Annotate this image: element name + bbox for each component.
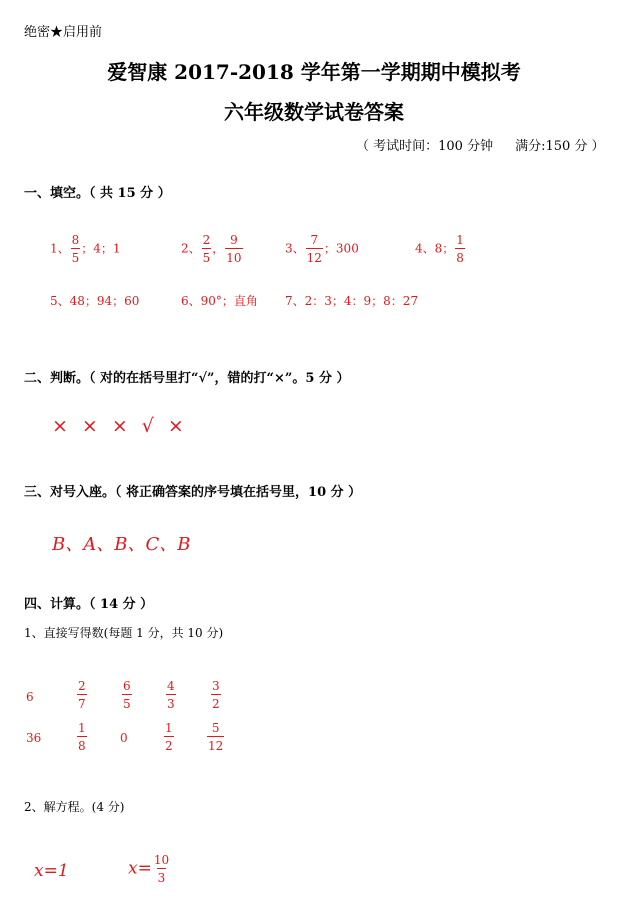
q4-prefix: 4、8； xyxy=(415,241,455,256)
confidential-label: 绝密★启用前 xyxy=(24,25,103,40)
calc-r1-b xyxy=(76,680,88,710)
fraction-denominator: 5 xyxy=(122,694,132,710)
eq2-fraction xyxy=(153,854,170,884)
fraction-denominator: 8 xyxy=(77,736,87,752)
mark-2: × xyxy=(81,415,98,437)
fraction-denominator: 3 xyxy=(166,694,176,710)
fraction-denominator: 12 xyxy=(306,248,323,264)
fraction-denominator: 8 xyxy=(455,248,465,264)
fraction-numerator: 1 xyxy=(78,721,86,735)
calc-r2-d xyxy=(163,722,175,752)
fraction-denominator: 2 xyxy=(211,694,221,710)
subsection-direct-calc: 1、直接写得数(每题 1 分，共 10 分) xyxy=(24,626,224,640)
fraction-numerator: 10 xyxy=(153,853,170,867)
q2-separator: ， xyxy=(212,241,225,256)
fraction-denominator: 7 xyxy=(77,694,87,710)
calc-r2-a: 36 xyxy=(26,731,42,745)
q2-fraction-1 xyxy=(202,234,212,264)
exam-meta xyxy=(356,135,605,154)
q3-prefix: 3、 xyxy=(285,241,305,256)
section3-heading: 三、对号入座。（ 将正确答案的序号填在括号里，10 分 ） xyxy=(24,485,362,500)
q2-fraction-2 xyxy=(225,234,242,264)
answer-q5: 5、48；94；60 xyxy=(50,294,140,308)
calc-r1-c xyxy=(121,680,133,710)
fraction-denominator: 3 xyxy=(157,868,167,884)
answer-q2 xyxy=(181,234,244,264)
calc-r1-d xyxy=(165,680,177,710)
q4-fraction xyxy=(455,234,465,264)
mark-1: × xyxy=(52,415,68,437)
calc-r2-b xyxy=(76,722,88,752)
eq2-lhs: x= xyxy=(128,858,152,879)
calc-r2-c: 0 xyxy=(120,731,128,745)
fraction-denominator: 5 xyxy=(202,248,212,264)
section1-heading: 一、填空。（ 共 15 分 ） xyxy=(24,186,171,201)
fraction-denominator: 12 xyxy=(207,736,224,752)
fraction-numerator: 8 xyxy=(71,233,80,247)
q1-fraction xyxy=(71,234,81,264)
q1-prefix: 1、 xyxy=(50,241,70,256)
mark-5: × xyxy=(167,415,184,437)
full-score: 满分:150 分 ） xyxy=(515,139,605,154)
page-title: 爱智康 2017-2018 学年第一学期期中模拟考 xyxy=(107,60,521,84)
fraction-denominator: 5 xyxy=(71,248,81,264)
fraction-numerator: 6 xyxy=(123,679,131,693)
fraction-numerator: 4 xyxy=(167,679,175,693)
exam-time: （ 考试时间：100 分钟 xyxy=(356,139,494,154)
calc-r2-e xyxy=(206,722,225,752)
fraction-denominator: 10 xyxy=(225,248,242,264)
subsection-equations: 2、解方程。(4 分) xyxy=(24,800,125,814)
calc-r1-a: 6 xyxy=(26,690,34,704)
page-subtitle: 六年级数学试卷答案 xyxy=(224,100,404,124)
fraction-numerator: 7 xyxy=(310,233,319,247)
equation-answer-2 xyxy=(128,854,171,884)
fraction-numerator: 1 xyxy=(165,721,173,735)
calc-r1-e xyxy=(210,680,222,710)
q1-rest: ；4；1 xyxy=(81,241,121,256)
fraction-numerator: 2 xyxy=(78,679,86,693)
section4-heading: 四、计算。（ 14 分 ） xyxy=(24,597,154,612)
section2-heading: 二、判断。（ 对的在括号里打“√”，错的打“×”。5 分 ） xyxy=(24,371,350,386)
fraction-numerator: 9 xyxy=(230,233,238,247)
choice-answers: B、A、B、C、B xyxy=(52,534,191,555)
q3-fraction xyxy=(306,234,323,264)
q2-prefix: 2、 xyxy=(181,241,201,256)
equation-answer-1: x=1 xyxy=(34,861,69,881)
fraction-numerator: 2 xyxy=(202,233,211,247)
answer-q1 xyxy=(50,234,121,264)
fraction-numerator: 1 xyxy=(456,233,464,247)
fraction-numerator: 5 xyxy=(211,721,220,735)
fraction-denominator: 2 xyxy=(164,736,174,752)
mark-4: √ xyxy=(141,415,154,437)
q3-rest: ；300 xyxy=(323,241,359,256)
answer-q4 xyxy=(415,234,466,264)
answer-q7: 7、2：3；4：9；8：27 xyxy=(285,294,419,308)
mark-3: × xyxy=(111,415,128,437)
fraction-numerator: 3 xyxy=(212,679,220,693)
answer-q3 xyxy=(285,234,359,264)
judgment-answers xyxy=(52,415,198,437)
answer-q6: 6、90°；直角 xyxy=(181,294,258,308)
